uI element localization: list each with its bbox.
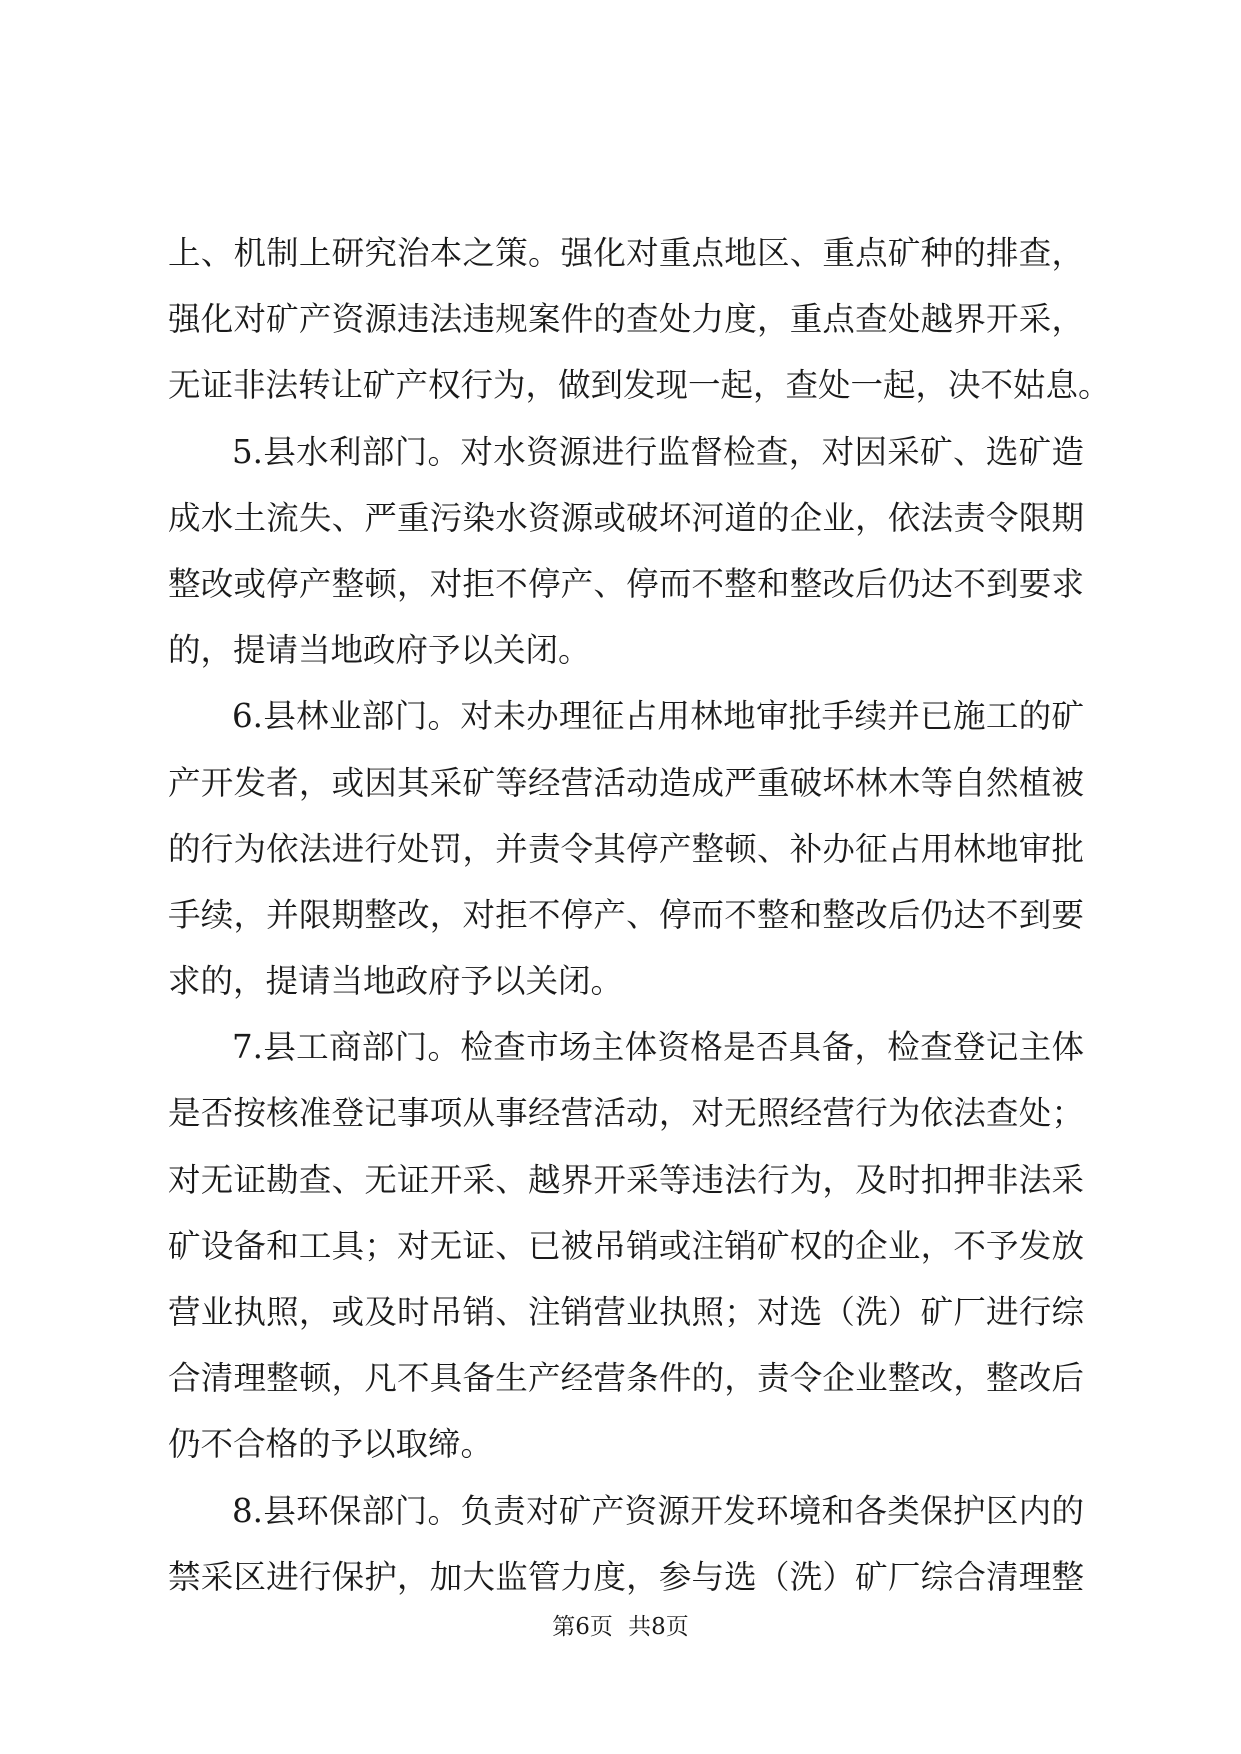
text-line: 5.县水利部门。对水资源进行监督检查，对因采矿、选矿造	[232, 432, 1084, 471]
text-line: 手续，并限期整改，对拒不停产、停而不整和整改后仍达不到要	[168, 895, 1084, 934]
page-number: 第6页	[552, 1614, 613, 1640]
text-line: 6.县林业部门。对未办理征占用林地审批手续并已施工的矿	[232, 697, 1084, 736]
text-line: 产开发者，或因其采矿等经营活动造成严重破坏林木等自然植被	[168, 763, 1084, 802]
text-line: 合清理整顿，凡不具备生产经营条件的，责令企业整改，整改后	[168, 1359, 1084, 1398]
page-footer	[0, 1612, 1241, 1642]
text-line: 上、机制上研究治本之策。强化对重点地区、重点矿种的排查，	[168, 234, 1084, 272]
text-line: 矿设备和工具；对无证、已被吊销或注销矿权的企业，不予发放	[168, 1226, 1084, 1265]
text-line: 成水土流失、严重污染水资源或破坏河道的企业，依法责令限期	[168, 498, 1084, 537]
text-line: 是否按核准登记事项从事经营活动，对无照经营行为依法查处；	[168, 1094, 1084, 1133]
text-line: 强化对矿产资源违法违规案件的查处力度，重点查处越界开采，	[168, 300, 1084, 339]
text-line: 整改或停产整顿，对拒不停产、停而不整和整改后仍达不到要求	[168, 564, 1084, 603]
text-line: 营业执照，或及时吊销、注销营业执照；对选（洗）矿厂进行综	[168, 1293, 1084, 1331]
document-body	[168, 220, 1111, 1610]
text-line: 的，提请当地政府予以关闭。	[168, 631, 591, 670]
text-line: 的行为依法进行处罚，并责令其停产整顿、补办征占用林地审批	[168, 829, 1084, 868]
text-line: 求的，提请当地政府予以关闭。	[168, 962, 624, 1001]
text-line: 7.县工商部门。检查市场主体资格是否具备，检查登记主体	[232, 1028, 1084, 1067]
text-line: 对无证勘查、无证开采、越界开采等违法行为，及时扣押非法采	[168, 1160, 1084, 1199]
text-line: 仍不合格的予以取缔。	[168, 1425, 494, 1464]
text-line: 8.县环保部门。负责对矿产资源开发环境和各类保护区内的	[232, 1491, 1084, 1530]
page-total: 共8页	[628, 1614, 689, 1640]
text-line: 无证非法转让矿产权行为，做到发现一起，查处一起，决不姑息。	[168, 366, 1111, 405]
text-line: 禁采区进行保护，加大监管力度，参与选（洗）矿厂综合清理整	[168, 1557, 1084, 1596]
